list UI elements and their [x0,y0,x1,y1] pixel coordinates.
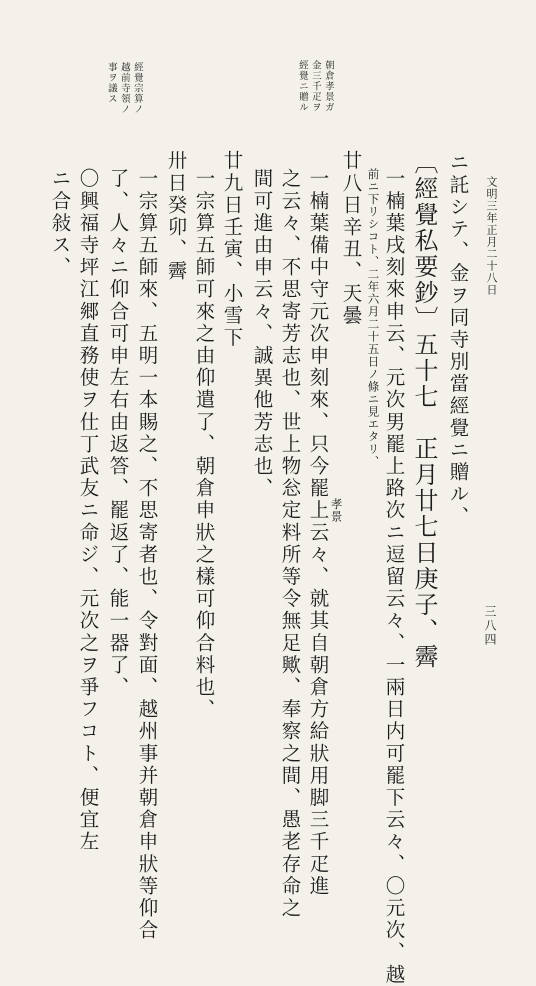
text-line-4-note: 前ニ下リシコト、二年六月二十五日ノ條ニ見エタリ、 [366,168,381,468]
margin-note-line: 事ヲ議ス [105,62,117,104]
page-number: 三八四 [483,605,497,647]
text-line-6: 一楠葉備中守元次申刻來、只今罷上云々、就其自朝倉方給狀用脚三千疋進 [306,168,330,898]
margin-note-line: 經覺ニ贈ル [296,60,308,113]
text-line-13: 了、人々ニ仰合可申左右由返答、罷返了、能一器了、 [106,168,130,699]
margin-note-line: 金三千疋ヲ [309,60,321,113]
date-line-28: 廿八日辛丑、天曇 [339,150,363,327]
text-line-1: ニ託シテ、金ヲ同寺別當經覺ニ贈ル、 [446,152,470,528]
margin-note-line: 越前寺領ノ [118,62,130,115]
date-line-29: 廿九日壬寅、小雪下 [220,150,244,349]
text-line-12: 一宗算五師來、五明一本賜之、不思寄者也、令對面、越州事并朝倉申狀等仰合 [135,168,159,942]
text-line-10: 一宗算五師可來之由仰遣了、朝倉申狀之樣可仰合料也、 [192,168,216,721]
source-title: 〔經覺私要鈔〕五十七 正月廿七日庚子、霽 [410,150,438,670]
date-line-30: 卅日癸卯、霽 [164,150,188,283]
running-head: 文明三年正月二十八日 [485,176,498,296]
margin-note-line: 朝倉孝景ガ [322,60,334,113]
text-line-7: 之云々、不思寄芳志也、世上物忩定料所等令無足歟、奉察之間、愚老存命之 [278,168,302,920]
inline-note-takakage: 孝景 [329,498,344,523]
text-line-15: ニ合敍ス、 [48,168,72,279]
margin-note-line: 經覺宗算ノ [131,62,143,115]
text-line-8: 間可進由申云々、誠異他芳志也、 [250,168,274,500]
text-line-3: 一楠葉戌刻來申云、元次男罷上路次ニ逗留云々、一兩日内可罷下云々、〇元次、越 [382,168,406,986]
text-line-14: 〇興福寺坪江郷直務使ヲ仕丁武友ニ命ジ、元次之ヲ爭フコト、便宜左 [76,168,100,854]
